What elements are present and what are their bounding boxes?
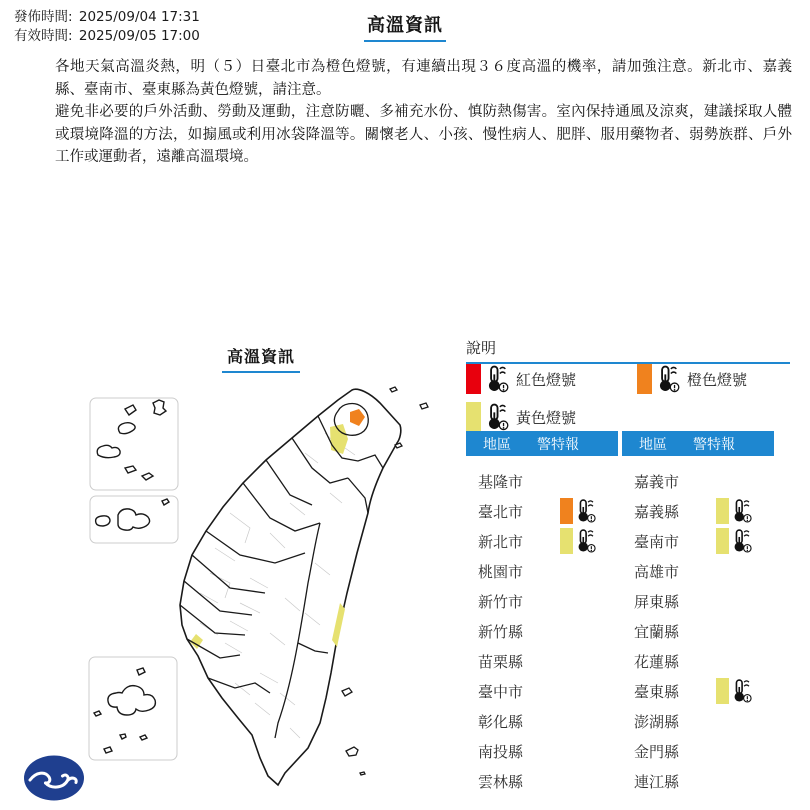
heat-thermometer-icon — [576, 528, 597, 554]
warning-badge-yellow — [716, 527, 753, 555]
region-name: 金門縣 — [634, 742, 680, 761]
region-name: 彰化縣 — [478, 712, 524, 731]
heat-thermometer-icon — [486, 365, 510, 393]
table-body — [466, 466, 618, 796]
taiwan-outline — [180, 389, 401, 785]
legend-item-yellow — [466, 402, 576, 432]
region-name: 花蓮縣 — [634, 652, 680, 671]
valid-time-value: 2025/09/05 17:00 — [78, 28, 200, 44]
table-body — [622, 466, 774, 796]
table-row — [622, 496, 774, 526]
inset-box-kinmen — [90, 496, 178, 543]
region-name: 桃園市 — [478, 562, 524, 581]
region-name: 宜蘭縣 — [634, 622, 680, 641]
table-row — [466, 766, 618, 796]
region-name: 苗栗縣 — [478, 652, 524, 671]
table-row — [466, 526, 618, 556]
region-name: 基隆市 — [478, 472, 524, 491]
heat-thermometer-icon — [732, 678, 753, 704]
table-row — [622, 466, 774, 496]
warning-table-left — [466, 431, 618, 796]
table-header — [466, 431, 618, 456]
region-name: 南投縣 — [478, 742, 524, 761]
heat-thermometer-icon — [486, 403, 510, 431]
legend-label: 橙色燈號 — [687, 370, 748, 389]
region-name: 嘉義市 — [634, 472, 680, 491]
warning-table-right — [622, 431, 774, 796]
region-name: 新竹市 — [478, 592, 524, 611]
inset-box-matsu — [90, 398, 178, 490]
column-header-region: 地區 — [483, 436, 511, 453]
taiwan-warning-map — [80, 383, 465, 810]
legend-label: 紅色燈號 — [516, 370, 577, 389]
warning-badge-yellow — [560, 527, 597, 555]
legend-label: 黃色燈號 — [516, 408, 577, 427]
table-row — [622, 766, 774, 796]
region-name: 臺中市 — [478, 682, 524, 701]
legend-item-orange — [637, 364, 747, 394]
bulletin-text — [55, 56, 792, 169]
red-signal-swatch — [466, 364, 481, 394]
column-header-warning: 警特報 — [693, 436, 735, 453]
table-row — [622, 646, 774, 676]
table-row — [466, 466, 618, 496]
region-name: 嘉義縣 — [634, 502, 680, 521]
bulletin-paragraph-2: 避免非必要的戶外活動、勞動及運動，注意防曬、多補充水份、慎防熱傷害。室內保持通風及涼爽，建議採取人體或環境降溫的方法，如搧風或利用冰袋降溫等。關懷老人、小孩、慢性病人、肥胖、服用藥物者、弱勢族群、戶外工作或運動者，遠離高溫環境。 — [55, 104, 792, 165]
publish-time-label: 發佈時間: — [14, 9, 73, 25]
map-title: 高溫資訊 — [222, 344, 300, 373]
page-title: 高溫資訊 — [364, 11, 446, 42]
table-row — [622, 586, 774, 616]
region-name: 新竹縣 — [478, 622, 524, 641]
region-name: 高雄市 — [634, 562, 680, 581]
legend-title: 說明 — [466, 337, 790, 364]
page-title-wrap — [0, 11, 810, 42]
table-row — [466, 616, 618, 646]
table-header — [622, 431, 774, 456]
heat-thermometer-icon — [732, 528, 753, 554]
region-name: 新北市 — [478, 532, 524, 551]
region-name: 澎湖縣 — [634, 712, 680, 731]
heat-thermometer-icon — [576, 498, 597, 524]
table-row — [466, 646, 618, 676]
table-row — [466, 676, 618, 706]
warning-badge-yellow — [716, 497, 753, 525]
bulletin-paragraph-1: 各地天氣高溫炎熱，明（５）日臺北市為橙色燈號，有連續出現３６度高溫的機率，請加強注意。新北市、嘉義縣、臺南市、臺東縣為黃色燈號，請注意。 — [55, 59, 792, 98]
table-row — [622, 706, 774, 736]
column-header-warning: 警特報 — [537, 436, 579, 453]
inset-box-penghu — [89, 657, 177, 760]
region-name: 雲林縣 — [478, 772, 524, 791]
table-row — [466, 586, 618, 616]
region-name: 臺北市 — [478, 502, 524, 521]
column-header-region: 地區 — [639, 436, 667, 453]
table-row — [466, 736, 618, 766]
table-row — [466, 496, 618, 526]
region-name: 連江縣 — [634, 772, 680, 791]
orange-signal-swatch — [637, 364, 652, 394]
legend-item-red — [466, 364, 576, 394]
table-row — [622, 676, 774, 706]
table-row — [466, 706, 618, 736]
table-row — [622, 616, 774, 646]
region-name: 臺東縣 — [634, 682, 680, 701]
region-name: 屏東縣 — [634, 592, 680, 611]
publish-time-value: 2025/09/04 17:31 — [78, 9, 200, 25]
table-row — [466, 556, 618, 586]
table-row — [622, 526, 774, 556]
heat-thermometer-icon — [657, 365, 681, 393]
table-row — [622, 736, 774, 766]
yellow-signal-swatch — [466, 402, 481, 432]
heat-thermometer-icon — [732, 498, 753, 524]
cwb-logo — [22, 753, 86, 803]
table-row — [622, 556, 774, 586]
warning-badge-orange — [560, 497, 597, 525]
region-name: 臺南市 — [634, 532, 680, 551]
warning-badge-yellow — [716, 677, 753, 705]
valid-time-label: 有效時間: — [14, 28, 73, 44]
